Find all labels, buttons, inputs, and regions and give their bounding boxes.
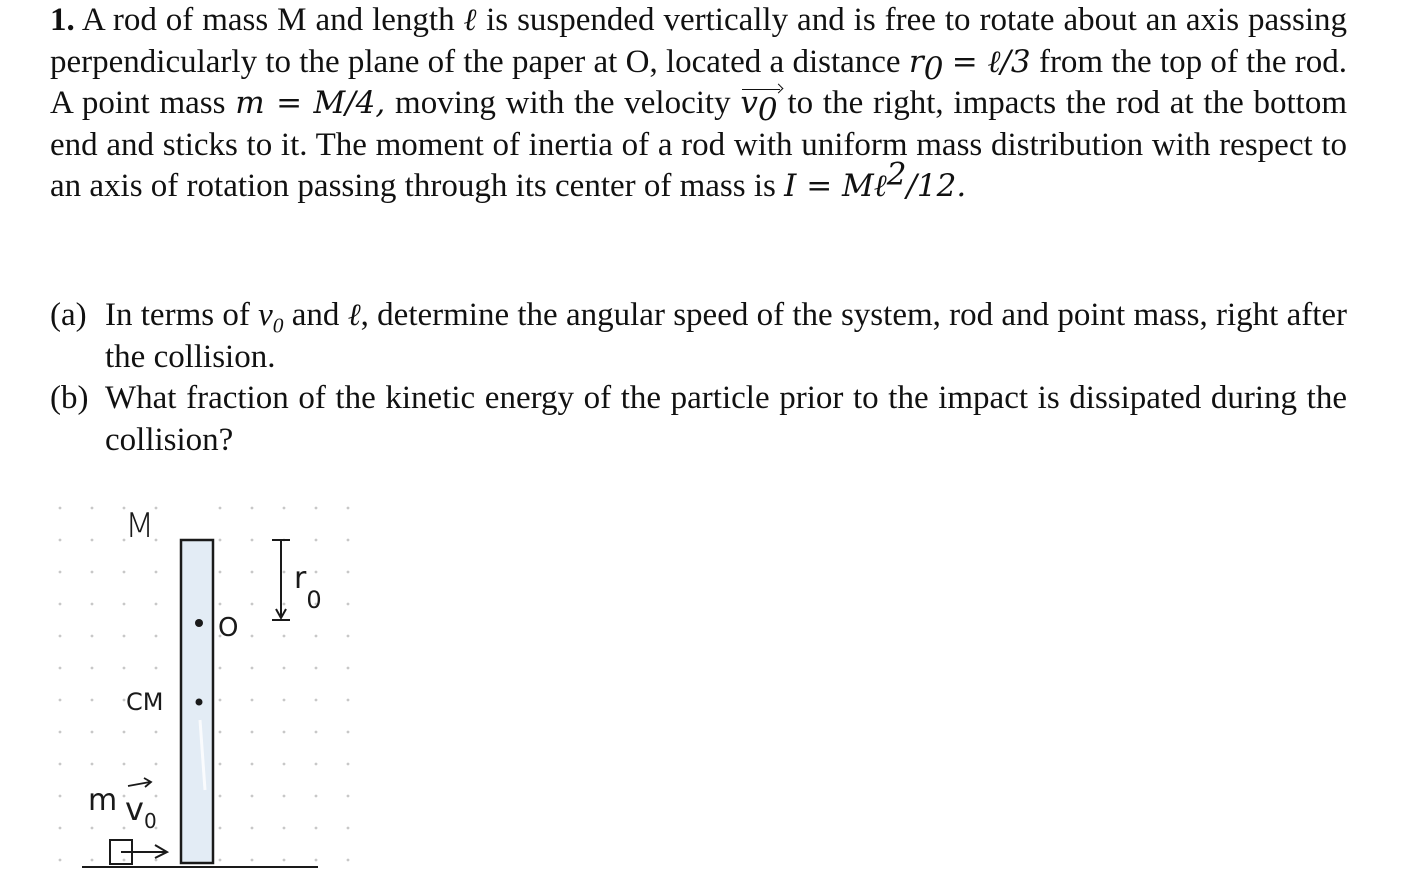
grid-dot (251, 795, 254, 798)
grid-dot (59, 603, 62, 606)
grid-dot (155, 507, 158, 510)
grid-dot (91, 763, 94, 766)
grid-dot (123, 667, 126, 670)
grid-dot (347, 507, 350, 510)
grid-dot (251, 859, 254, 862)
grid-dot (59, 539, 62, 542)
grid-dot (91, 635, 94, 638)
grid-dot (155, 763, 158, 766)
problem-statement (50, 0, 1347, 208)
grid-dot (347, 699, 350, 702)
ell-symbol: ℓ (463, 2, 478, 38)
grid-dot (59, 699, 62, 702)
grid-dot (251, 539, 254, 542)
r0-symbol: $r_0$ (908, 43, 944, 87)
grid-dot (315, 507, 318, 510)
grid-dot (315, 699, 318, 702)
grid-dot (59, 667, 62, 670)
grid-dot (283, 795, 286, 798)
r0-dimension-marker (272, 540, 290, 620)
grid-dot (315, 827, 318, 830)
grid-dot (219, 795, 222, 798)
center-of-mass-dot (196, 699, 203, 706)
part-a-text: In terms of $v_0$ and ℓ, determine the angular speed of the system, rod and point mass, right after the collision. (105, 297, 1348, 375)
grid-dot (59, 731, 62, 734)
label-O: O (218, 613, 239, 643)
grid-dot (315, 571, 318, 574)
grid-dot (123, 699, 126, 702)
grid-dot (347, 827, 350, 830)
statement-part2: is suspended vertically and is free to rotate about an axis passing perpendicularly to the plane of the paper at O, located a distance (50, 2, 1348, 80)
grid-dot (251, 827, 254, 830)
grid-dot (347, 571, 350, 574)
grid-dot (91, 731, 94, 734)
grid-dot (251, 635, 254, 638)
grid-dot (91, 699, 94, 702)
statement-part3: from the top of the rod. A point mass (50, 43, 1348, 121)
velocity-arrow (121, 845, 167, 858)
label-m: m (88, 783, 118, 818)
statement-part4: moving with the velocity (395, 85, 731, 121)
grid-dot (219, 507, 222, 510)
grid-dot (315, 859, 318, 862)
grid-dot (155, 635, 158, 638)
problem-number: 1 (50, 2, 67, 38)
grid-dot (155, 667, 158, 670)
grid-dot (219, 571, 222, 574)
grid-dot (155, 571, 158, 574)
grid-dot (219, 731, 222, 734)
point-mass-eq: m = M/4, (235, 85, 386, 121)
grid-dot (347, 763, 350, 766)
pivot-dot (195, 619, 203, 627)
grid-dot (219, 539, 222, 542)
grid-dot (59, 763, 62, 766)
grid-dot (91, 603, 94, 606)
grid-dot (283, 827, 286, 830)
grid-dot (219, 827, 222, 830)
grid-dot (59, 795, 62, 798)
question-parts (50, 295, 1347, 461)
grid-dot (283, 571, 286, 574)
label-CM: CM (126, 688, 164, 716)
grid-dot (347, 731, 350, 734)
grid-dot (283, 507, 286, 510)
grid-dot (315, 795, 318, 798)
grid-dot (123, 731, 126, 734)
grid-dot (251, 603, 254, 606)
grid-dot (219, 603, 222, 606)
grid-dot (155, 731, 158, 734)
grid-dot (155, 539, 158, 542)
label-r0: $r_0$ (294, 561, 322, 614)
part-b-label: (b) (50, 380, 89, 416)
grid-dot (283, 699, 286, 702)
grid-dot (283, 859, 286, 862)
label-v0 (125, 778, 157, 833)
grid-dot (91, 571, 94, 574)
rod-diagram (0, 490, 420, 883)
grid-dot (123, 603, 126, 606)
grid-dot (283, 763, 286, 766)
grid-dot (123, 635, 126, 638)
grid-dot (59, 635, 62, 638)
grid-dot (251, 699, 254, 702)
grid-dot (59, 859, 62, 862)
r0-value: = ℓ/3 (951, 43, 1031, 80)
grid-dot (347, 667, 350, 670)
grid-dot (251, 667, 254, 670)
part-a (50, 295, 1347, 378)
grid-dot (315, 635, 318, 638)
grid-dot (283, 667, 286, 670)
grid-dot (347, 603, 350, 606)
grid-dot (283, 731, 286, 734)
grid-dot (315, 763, 318, 766)
inertia-formula: I = Mℓ$^2$/12. (784, 156, 967, 204)
problem-paragraph: 1. A rod of mass M and length ℓ is suspended vertically and is free to rotate about an axis passing perpendicularly to the plane of the paper at O, located a distance $r_0$ = ℓ/3 from the top of the rod. A point mass m = M/4, moving with the velocity $v_0$ to the right, impacts the rod at the bottom end and sticks to it. The moment of inertia of a rod with uniform mass distribution with respect to an axis of rotation passing through its center of mass is I = Mℓ$^2$/12. (50, 2, 1348, 204)
grid-dot (59, 571, 62, 574)
v0-vector: $v_0$ (740, 85, 778, 129)
grid-dot (59, 507, 62, 510)
grid-dot (123, 859, 126, 862)
grid-dot (123, 763, 126, 766)
grid-dot (315, 667, 318, 670)
grid-dot (123, 571, 126, 574)
grid-dot (155, 795, 158, 798)
grid-dot (251, 507, 254, 510)
part-b (50, 378, 1347, 461)
grid-dot (315, 539, 318, 542)
grid-dot (283, 635, 286, 638)
statement-part1: A rod of mass M and length (81, 2, 455, 38)
grid-dot (91, 539, 94, 542)
grid-dot (219, 859, 222, 862)
grid-dot (219, 699, 222, 702)
grid-dot (91, 507, 94, 510)
grid-dot (251, 731, 254, 734)
svg-text:v0: $v_0$ (125, 790, 157, 833)
statement-part5: to the right, impacts the rod at the bottom end and sticks to it. The moment of inertia of a rod with uniform mass distribution with respect to an axis of rotation passing through its center of mass is (50, 85, 1348, 204)
part-a-label: (a) (50, 297, 87, 333)
grid-dot (91, 859, 94, 862)
grid-dot (347, 539, 350, 542)
grid-dot (315, 731, 318, 734)
grid-dot (283, 603, 286, 606)
grid-dot (155, 603, 158, 606)
grid-dot (91, 667, 94, 670)
grid-dot (251, 763, 254, 766)
grid-dot (91, 827, 94, 830)
grid-dot (347, 635, 350, 638)
grid-dot (59, 827, 62, 830)
part-b-text: What fraction of the kinetic energy of the particle prior to the impact is dissipated during the collision? (105, 380, 1347, 458)
grid-dot (251, 571, 254, 574)
grid-dot (219, 763, 222, 766)
grid-dot (347, 795, 350, 798)
grid-dot (347, 859, 350, 862)
grid-dot (219, 667, 222, 670)
label-M: M (125, 506, 155, 546)
grid-dot (155, 859, 158, 862)
